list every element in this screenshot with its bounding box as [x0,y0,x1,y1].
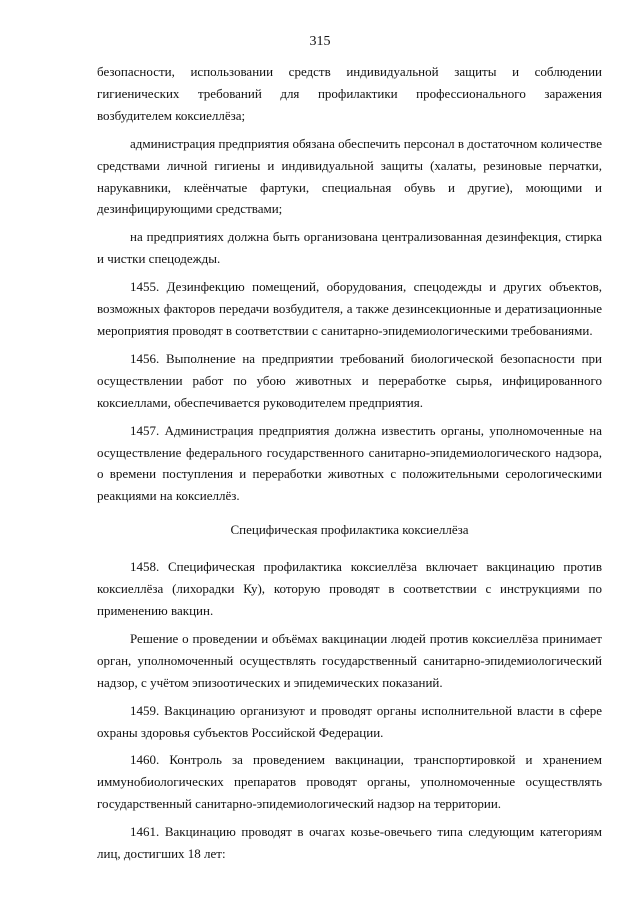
paragraph-vaccination-decision: Решение о проведении и объёмах вакцинации людей против коксиеллёза принимает орган, уполномоченный осуществлять государственный санитарно-эпидемиологический надзор, с учётом эпизоотических и эпидемических показаний. [97,630,602,690]
paragraph-1461: 1461. Вакцинацию проводят в очагах козье-овечьего типа следующим категориям лиц, достигших 18 лет: [97,824,602,862]
section-title: Специфическая профилактика коксиеллёза [230,522,469,538]
paragraph-1457: 1457. Администрация предприятия должна известить органы, уполномоченные на осуществление федерального государственного санитарно-эпидемиологического надзора, о времени поступления и переработки животных с положительными серологическими реакциями на коксиеллёз. [97,422,602,504]
paragraph-1456: 1456. Выполнение на предприятии требований биологической безопасности при осуществлении работ по убою животных и переработке сырья, инфицированного коксиеллами, обеспечивается руководителем предприятия. [97,350,602,410]
paragraph-1460: 1460. Контроль за проведением вакцинации, транспортировкой и хранением иммунобиологических препаратов проводят органы, уполномоченные осуществлять государственный санитарно-эпидемиологический надзор на территории. [97,752,602,812]
paragraph-1458: 1458. Специфическая профилактика коксиеллёза включает вакцинацию против коксиеллёза (лихорадки Ку), которую проводят в соответствии с инструкциями по применению вакцин. [97,559,602,619]
document-body [97,61,602,871]
paragraph-administration-duty: администрация предприятия обязана обеспечить персонал в достаточном количестве средствами личной гигиены и индивидуальной защиты (халаты, резиновые перчатки, нарукавники, клеёнчатые фартуки, специальная обувь и другие), моющими и дезинфицирующими средствами; [97,135,602,217]
paragraph-central-disinfection: на предприятиях должна быть организована централизованная дезинфекция, стирка и чистки спецодежды. [97,229,602,267]
paragraph-1455: 1455. Дезинфекцию помещений, оборудования, спецодежды и других объектов, возможных факторов передачи возбудителя, а также дезинсекционные и дератизационные мероприятия проводят в соответствии с санитарно-эпидемиологическими требованиями. [97,279,602,338]
paragraph-1459: 1459. Вакцинацию организуют и проводят органы исполнительной власти в сфере охраны здоровья субъектов Российской Федерации. [97,702,602,740]
paragraph-continuation: безопасности, использовании средств индивидуальной защиты и соблюдении гигиенических требований для профилактики профессионального заражения возбудителем коксиеллёза; [97,64,602,123]
page-number: 315 [309,34,331,49]
